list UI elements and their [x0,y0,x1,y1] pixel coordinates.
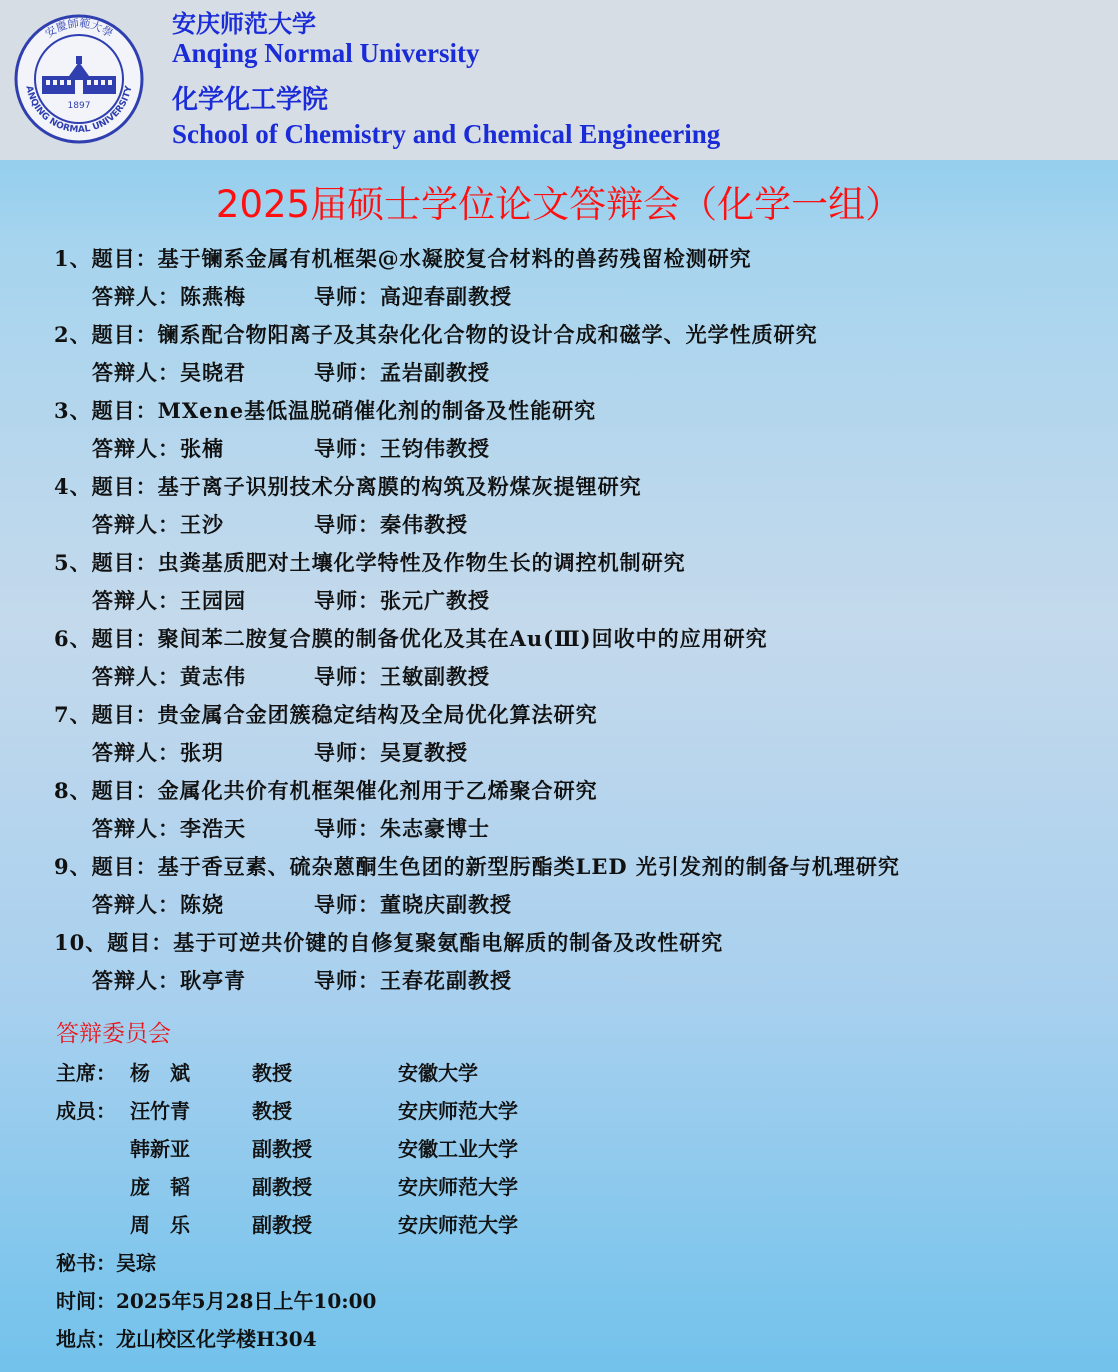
thesis-defender: 答辩人：黄志伟 [92,664,246,689]
thesis-advisor: 导师：董晓庆副教授 [314,892,512,917]
thesis-item [54,468,900,544]
thesis-defender: 答辩人：王沙 [92,512,224,537]
thesis-advisor: 导师：张元广教授 [314,588,490,613]
thesis-item [54,544,900,620]
defense-committee [56,1014,518,1358]
member-title: 副教授 [252,1213,312,1237]
thesis-item [54,620,900,696]
committee-member [56,1168,518,1206]
member-name: 汪竹青 [130,1099,190,1123]
thesis-topic: 5、题目：虫粪基质肥对土壤化学特性及作物生长的调控机制研究 [54,550,686,575]
thesis-topic: 7、题目：贵金属合金团簇稳定结构及全局优化算法研究 [54,702,598,727]
thesis-item [54,924,900,1000]
university-logo [14,14,144,144]
member-name: 韩新亚 [130,1137,190,1161]
thesis-topic: 10、题目：基于可逆共价键的自修复聚氨酯电解质的制备及改性研究 [54,930,724,955]
thesis-defender: 答辩人：王园园 [92,588,246,613]
thesis-defender: 答辩人：陈燕梅 [92,284,246,309]
thesis-topic: 2、题目：镧系配合物阳离子及其杂化化合物的设计合成和磁学、光学性质研究 [54,322,818,347]
thesis-advisor: 导师：王敏副教授 [314,664,490,689]
thesis-advisor: 导师：秦伟教授 [314,512,468,537]
logo-ring-text: ANQING NORMAL UNIVERSITY [23,84,135,136]
thesis-item [54,772,900,848]
thesis-defender: 答辩人：陈娆 [92,892,224,917]
school-name-en: School of Chemistry and Chemical Engineering [172,119,721,149]
thesis-advisor: 导师：朱志豪博士 [314,816,490,841]
school-name-cn: 化学化工学院 [172,85,329,115]
thesis-defender: 答辩人：耿亭青 [92,968,246,993]
committee-secretary: 秘书：吴琮 [56,1251,156,1275]
committee-member [56,1206,518,1244]
member-role: 主席： [56,1061,116,1085]
thesis-item [54,696,900,772]
member-affiliation: 安庆师范大学 [398,1175,518,1199]
thesis-topic: 1、题目：基于镧系金属有机框架@水凝胶复合材料的兽药残留检测研究 [54,246,752,271]
member-title: 副教授 [252,1137,312,1161]
thesis-defender: 答辩人：李浩天 [92,816,246,841]
thesis-advisor: 导师：高迎春副教授 [314,284,512,309]
university-name-en: Anqing Normal University [172,38,480,68]
defense-time: 时间：2025年5月28日上午10:00 [56,1289,377,1313]
thesis-topic: 8、题目：金属化共价有机框架催化剂用于乙烯聚合研究 [54,778,598,803]
committee-member [56,1092,518,1130]
page-title: 2025届硕士学位论文答辩会（化学一组） [215,183,903,226]
thesis-defender: 答辩人：吴晓君 [92,360,246,385]
university-name-cn: 安庆师范大学 [172,10,316,38]
committee-member [56,1054,518,1092]
thesis-item [54,848,900,924]
committee-heading: 答辩委员会 [56,1021,171,1047]
thesis-advisor: 导师：王钧伟教授 [314,436,490,461]
thesis-advisor: 导师：吴夏教授 [314,740,468,765]
member-affiliation: 安徽工业大学 [398,1137,518,1161]
thesis-topic: 9、题目：基于香豆素、硫杂蒽酮生色团的新型肟酯类LED 光引发剂的制备与机理研究 [54,854,900,879]
thesis-topic: 6、题目：聚间苯二胺复合膜的制备优化及其在Au(Ⅲ)回收中的应用研究 [54,626,768,651]
member-name: 周 乐 [130,1213,190,1237]
thesis-item [54,240,900,316]
header-banner [0,0,1118,160]
thesis-item [54,392,900,468]
member-name: 庞 韬 [130,1175,190,1199]
defense-location: 地点：龙山校区化学楼H304 [56,1327,317,1351]
member-affiliation: 安徽大学 [398,1061,478,1085]
thesis-list [54,240,900,1000]
logo-year: 1897 [67,101,91,111]
member-title: 副教授 [252,1175,312,1199]
thesis-defender: 答辩人：张楠 [92,436,224,461]
member-affiliation: 安庆师范大学 [398,1213,518,1237]
thesis-advisor: 导师：孟岩副教授 [314,360,490,385]
thesis-topic: 3、题目：MXene基低温脱硝催化剂的制备及性能研究 [54,398,597,423]
thesis-advisor: 导师：王春花副教授 [314,968,512,993]
logo-top-text: 安慶師範大學 [42,16,116,41]
thesis-topic: 4、题目：基于离子识别技术分离膜的构筑及粉煤灰提锂研究 [54,474,642,499]
member-affiliation: 安庆师范大学 [398,1099,518,1123]
member-title: 教授 [252,1099,292,1123]
member-name: 杨 斌 [130,1061,190,1085]
thesis-item [54,316,900,392]
committee-member [56,1130,518,1168]
member-role: 成员： [56,1099,116,1123]
member-title: 教授 [252,1061,292,1085]
thesis-defender: 答辩人：张玥 [92,740,224,765]
